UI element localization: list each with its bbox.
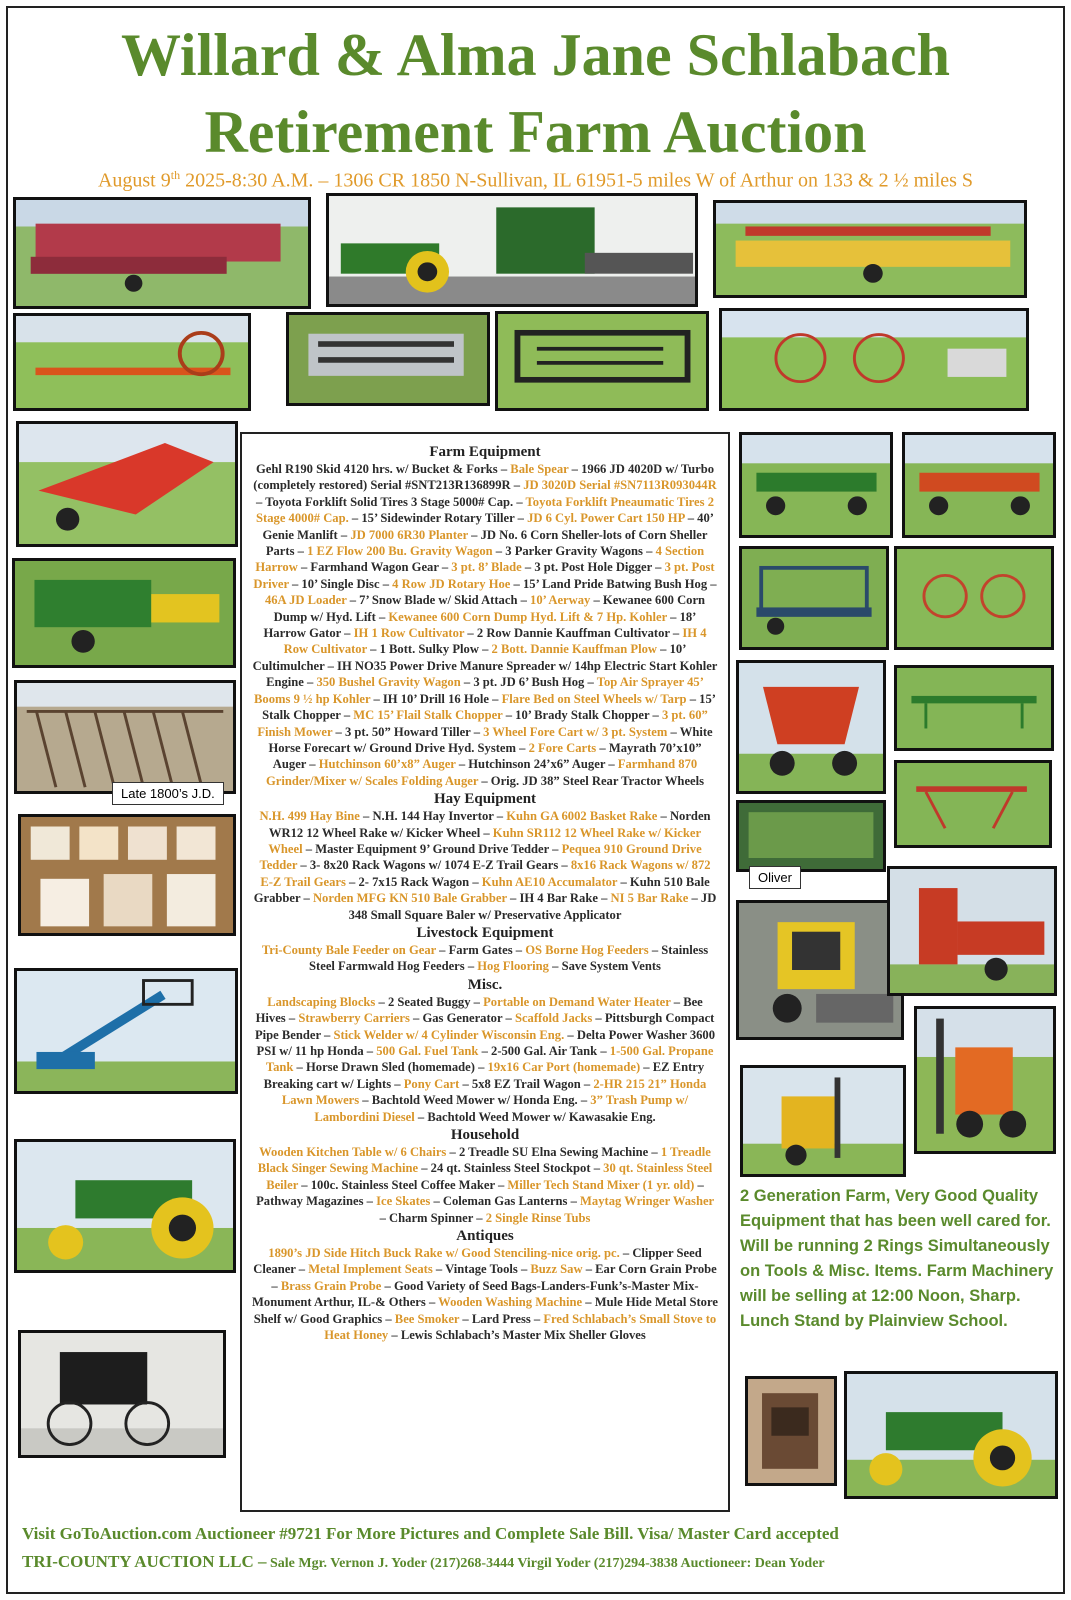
- list-item: Pequea 910 Ground Drive Tedder: [259, 841, 702, 873]
- section-items: Gehl R190 Skid 4120 hrs. w/ Bucket & Forks – Bale Spear – 1966 JD 4020D w/ Turbo (completely restored) Serial #SNT213R136899R – JD 3020D Serial #SN7113R093044R – Toyota Forklift Solid Tires 3 Stage 5000# Cap. – Toyota Forklift Pneaumatic Tires 2 Stage 4000# Cap. – 15’ Sidewinder Rotary Tiller – JD 6 Cyl. Power Cart 150 HP – 40’ Genie Manlift – JD 7000 6R30 Planter – JD No. 6 Corn Sheller-lots of Corn Sheller Parts – 1 EZ Flow 200 Bu. Gravity Wagon – 3 Parker Gravity Wagons – 4 Section Harrow – Farmhand Wagon Gear – 3 pt. 8’ Blade – 3 pt. Post Hole Digger – 3 pt. Post Driver – 10’ Single Disc – 4 Row JD Rotary Hoe – 15’ Land Pride Batwing Bush Hog – 46A JD Loader – 7’ Snow Blade w/ Skid Attach – 10’ Aerway – Kewanee 600 Corn Dump w/ Hyd. Lift – Kewanee 600 Corn Dump Hyd. Lift & 7 Hp. Kohler – 18’ Harrow Gator – IH 1 Row Cultivator – 2 Row Dannie Kauffman Cultivator – IH 4 Row Cultivator – 1 Bott. Sulky Plow – 2 Bott. Dannie Kauffman Plow – 10’ Cultimulcher – IH NO35 Power Drive Manure Spreader w/ 14hp Electric Start Kohler Engine – 350 Bushel Gravity Wagon – 3 pt. JD 6’ Bush Hog – Top Air Sprayer 45’ Booms 9 ½ hp Kohler – IH 10’ Drill 16 Hole – Flare Bed on Steel Wheels w/ Tarp – 15’ Stalk Chopper – MC 15’ Flail Stalk Chopper – 10’ Brady Stalk Chopper – 3 pt. 60” Finish Mower – 3 pt. 50” Howard Tiller – 3 Wheel Fore Cart w/ 3 pt. System – White Horse Forecart w/ Ground Drive Hyd. System – 2 Fore Carts – Mayrath 70’x10” Auger – Hutchinson 60’x8” Auger – Hutchinson 24’x6” Auger – Farmhand 870 Grinder/Mixer w/ Scales Folding Auger – Orig. JD 38” Steel Rear Tractor Wheels: [252, 462, 718, 788]
- photo-green-harrow: [894, 665, 1054, 751]
- list-item: 3 pt. Post Driver: [253, 560, 715, 591]
- list-item: 40’ Genie Manlift: [262, 511, 714, 542]
- list-item: Portable on Demand Water Heater: [483, 994, 671, 1009]
- photo-gravity-wagon: [736, 660, 886, 794]
- list-item: Bale Spear: [510, 462, 569, 476]
- list-item: Mayrath 70’x10” Auger: [272, 740, 702, 772]
- title-line-2: Retirement Farm Auction: [204, 99, 867, 165]
- section-heading: Hay Equipment: [433, 791, 537, 808]
- list-item: Hog Flooring: [477, 959, 549, 974]
- list-item: Top Air Sprayer 45’ Booms 9 ½ hp Kohler: [254, 675, 704, 706]
- list-item: Kuhn AE10 Accumalator: [481, 874, 618, 889]
- list-item: 10’ Single Disc: [301, 576, 380, 591]
- section-items: N.H. 499 Hay Bine – N.H. 144 Hay Invertor – Kuhn GA 6002 Basket Rake – Norden WR12 12 Wheel Rake w/ Kicker Wheel – Kuhn SR112 12 Wheel Rake w/ Kicker Wheel – Master Equipment 9’ Ground Drive Tedder – Pequea 910 Ground Drive Tedder – 3- 8x20 Rack Wagons w/ 1074 E-Z Trail Gears – 8x16 Rack Wagons w/ 872 E-Z Trail Gears – 2- 7x15 Rack Wagon – Kuhn AE10 Accumalator – Kuhn 510 Bale Grabber – Norden MFG KN 510 Bale Grabber – IH 4 Bar Rake – NI 5 Bar Rake – JD 348 Small Square Baler w/ Preservative Applicator: [253, 809, 717, 922]
- photo-bale-grabber-silver: [286, 312, 490, 406]
- list-item: Buzz Saw: [530, 1262, 583, 1277]
- list-item: 2-HR 215 21” Honda Lawn Mowers: [281, 1076, 707, 1108]
- list-item: Stick Welder w/ 4 Cylinder Wisconsin Eng.: [333, 1027, 565, 1042]
- list-item: JD 3020D Serial #SN7113R093044R: [523, 478, 717, 493]
- list-item: Gas Generator: [422, 1011, 503, 1026]
- list-item: Toyota Forklift Solid Tires 3 Stage 5000# Cap.: [265, 494, 514, 509]
- photo-jd-baler: [12, 558, 236, 668]
- photo-bale-grabber-black: [495, 311, 709, 411]
- photo-gehl-skid-loader: [736, 900, 904, 1040]
- list-item: EZ Entry Breaking cart w/ Lights: [263, 1060, 705, 1091]
- caption-late-1800s-jd: Late 1800’s J.D.: [112, 782, 224, 805]
- list-item: Kuhn GA 6002 Basket Rake: [506, 809, 658, 824]
- title-line-1: Willard & Alma Jane Schlabach: [121, 22, 950, 88]
- section-items: Landscaping Blocks – 2 Seated Buggy – Portable on Demand Water Heater – Bee Hives – Strawberry Carriers – Gas Generator – Scaffold Jacks – Pittsburgh Compact Pipe Bender – Stick Welder w/ 4 Cylinder Wisconsin Eng. – Delta Power Washer 3600 PSI w/ 11 hp Honda – 500 Gal. Fuel Tank – 2-500 Gal. Air Tank – 1-500 Gal. Propane Tank – Horse Drawn Sled (homemade) – 19x16 Car Port (homemade) – EZ Entry Breaking cart w/ Lights – Pony Cart – 5x8 EZ Trail Wagon – 2-HR 215 21” Honda Lawn Mowers – Bachtold Weed Mower w/ Honda Eng. – 3” Trash Pump w/ Lambordini Diesel – Bachtold Weed Mower w/ Kawasakie Eng.: [254, 994, 716, 1124]
- list-item: Kuhn 510 Bale Grabber: [253, 874, 710, 906]
- list-item: Landscaping Blocks: [267, 994, 376, 1009]
- photo-orange-forklift: [914, 1006, 1056, 1154]
- company-name: TRI-COUNTY AUCTION LLC –: [22, 1552, 267, 1571]
- photo-tractor-sheller: [326, 193, 698, 307]
- list-item: Stainless Steel Farmwald Hog Feeders: [309, 942, 709, 974]
- list-item: Save System Vents: [561, 959, 661, 974]
- list-item: IH 4 Row Cultivator: [283, 626, 707, 657]
- list-item: 3 pt. 50” Howard Tiller: [344, 724, 471, 739]
- list-item: White Horse Forecart w/ Ground Drive Hyd. System: [268, 724, 713, 755]
- list-item: Fred Schlabach’s Small Stove to Heat Honey: [324, 1311, 717, 1343]
- list-item: 3 pt. JD 6’ Bush Hog: [473, 675, 585, 690]
- list-item: 8x16 Rack Wagons w/ 872 E-Z Trail Gears: [260, 858, 711, 889]
- list-item: IH NO35 Power Drive Manure Spreader w/ 14hp Electric Start Kohler Engine: [266, 658, 718, 690]
- photo-stove: [745, 1376, 837, 1486]
- list-item: Mule Hide Metal Store Shelf w/ Good Graphics: [253, 1295, 718, 1326]
- list-item: Maytag Wringer Washer: [580, 1194, 714, 1209]
- list-item: Good Variety of Seed Bags-Landers-Funk’s-Master Mix-Monument Arthur, IL-& Others: [252, 1278, 699, 1310]
- list-item: 2-500 Gal. Air Tank: [491, 1044, 598, 1058]
- photo-genie-manlift: [14, 968, 238, 1094]
- section-items: 1890’s JD Side Hitch Buck Rake w/ Good Stenciling-nice orig. pc. – Clipper Seed Cleaner – Metal Implement Seats – Vintage Tools – Buzz Saw – Ear Corn Grain Probe – Brass Grain Probe – Good Variety of Seed Bags-Landers-Funk’s-Master Mix-Monument Arthur, IL-& Others – Wooden Washing Machine – Mule Hide Metal Store Shelf w/ Good Graphics – Bee Smoker – Lard Press – Fred Schlabach’s Small Stove to Heat Honey – Lewis Schlabach’s Master Mix Sheller Gloves: [252, 1246, 718, 1343]
- list-item: Vintage Tools: [445, 1262, 518, 1277]
- photo-oliver-seed-box: [736, 800, 886, 872]
- photo-buggy: [18, 1330, 226, 1458]
- list-item: 1 Bott. Sulky Plow: [379, 642, 479, 657]
- list-item: Norden MFG KN 510 Bale Grabber: [312, 891, 507, 906]
- list-item: Delta Power Washer 3600 PSI w/ 11 hp Honda: [256, 1027, 716, 1058]
- photo-seed-bags: [18, 814, 236, 936]
- farm-description: 2 Generation Farm, Very Good Quality Equipment that has been well cared for. Will be running 2 Rings Simultaneously on Tools & Misc. Items. Farm Machinery will be selling at 12:00 Noon, Sharp. Lunch Stand by Plainview School.: [740, 1187, 1054, 1330]
- list-item: 5x8 EZ Trail Wagon: [471, 1076, 581, 1091]
- sale-bill-listing: [240, 432, 730, 1512]
- contacts: Sale Mgr. Vernon J. Yoder (217)268-3444 Virgil Yoder (217)294-3838 Auctioneer: Dean Yoder: [266, 1556, 825, 1571]
- list-item: Scaffold Jacks: [514, 1011, 593, 1026]
- photo-wheel-rake: [894, 546, 1054, 650]
- list-item: 350 Bushel Gravity Wagon: [316, 675, 461, 690]
- list-item: Bee Hives: [255, 994, 703, 1026]
- list-item: 1-500 Gal. Propane Tank: [265, 1044, 714, 1075]
- photo-yellow-forklift: [740, 1065, 906, 1177]
- list-item: 2 Fore Carts: [528, 740, 597, 755]
- list-item: 15’ Stalk Chopper: [262, 691, 716, 723]
- photo-kuhn-tedder: [719, 308, 1029, 411]
- list-item: 15’ Land Pride Batwing Bush Hog: [522, 576, 708, 591]
- list-item: 500 Gal. Fuel Tank: [376, 1044, 479, 1058]
- photo-red-spreader: [16, 421, 238, 547]
- list-item: 1890’s JD Side Hitch Buck Rake w/ Good Stenciling-nice orig. pc.: [268, 1246, 620, 1261]
- section-heading: Antiques: [456, 1228, 514, 1245]
- list-item: 2 Seated Buggy: [387, 994, 471, 1009]
- list-item: Farm Gates: [448, 942, 513, 957]
- section-heading: Farm Equipment: [429, 444, 541, 460]
- photo-orange-hay-wagon: [902, 432, 1056, 538]
- list-item: IH 10’ Drill 16 Hole: [382, 691, 490, 706]
- list-item: 10’ Aerway: [530, 593, 591, 608]
- list-item: JD No. 6 Corn Sheller-lots of Corn Sheller Parts: [265, 527, 708, 559]
- list-item: IH 4 Bar Rake: [519, 891, 598, 906]
- photo-jd-tractor-bottom: [844, 1371, 1058, 1499]
- list-item: Kewanee 600 Corn Dump Hyd. Lift & 7 Hp. Kohler: [388, 609, 667, 624]
- list-item: Wooden Washing Machine: [438, 1295, 583, 1310]
- list-item: Orig. JD 38” Steel Rear Tractor Wheels: [490, 773, 705, 788]
- list-item: MC 15’ Flail Stalk Chopper: [353, 708, 503, 723]
- list-item: 15’ Sidewinder Rotary Tiller: [361, 511, 515, 526]
- list-item: Bachtold Weed Mower w/ Kawasakie Eng.: [427, 1109, 656, 1124]
- list-item: 4 Row JD Rotary Hoe: [392, 576, 511, 591]
- list-item: NI 5 Bar Rake: [610, 891, 689, 906]
- list-item: Ear Corn Grain Probe: [595, 1262, 717, 1277]
- section-items: Tri-County Bale Feeder on Gear – Farm Gates – OS Borne Hog Feeders – Stainless Steel Farmwald Hog Feeders – Hog Flooring – Save System Vents: [261, 942, 709, 974]
- footer-website-line: Visit GoToAuction.com Auctioneer #9721 For More Pictures and Complete Sale Bill. Visa/ Master Card accepted: [22, 1524, 839, 1543]
- photo-grinder-mixer: [887, 866, 1057, 996]
- footer-contacts-line: [22, 1552, 1062, 1572]
- list-item: 10’ Cultimulcher: [252, 642, 687, 673]
- list-item: 3 pt. Post Hole Digger: [534, 560, 652, 575]
- photo-bale-feeder-wagon: [739, 546, 889, 650]
- list-item: IH 1 Row Cultivator: [353, 626, 465, 641]
- list-item: 46A JD Loader: [264, 593, 347, 608]
- list-item: 2 Single Rinse Tubs: [485, 1210, 591, 1225]
- list-item: 1 Treadle Black Singer Sewing Machine: [257, 1145, 711, 1176]
- section-heading: Misc.: [467, 976, 503, 993]
- list-item: 24 qt. Stainless Steel Stockpot: [430, 1161, 591, 1176]
- list-item: Metal Implement Seats: [308, 1262, 433, 1277]
- list-item: 1966 JD 4020D w/ Turbo (completely restored) Serial #SNT213R136899R: [253, 462, 715, 493]
- list-item: Charm Spinner: [389, 1210, 474, 1225]
- list-item: Bee Smoker: [394, 1311, 460, 1326]
- list-item: 2 Bott. Dannie Kauffman Plow: [491, 642, 658, 657]
- list-item: Hutchinson 60’x8” Auger: [318, 757, 456, 772]
- section-items: Wooden Kitchen Table w/ 6 Chairs – 2 Treadle SU Elna Sewing Machine – 1 Treadle Black Singer Sewing Machine – 24 qt. Stainless Steel Stockpot – 30 qt. Stainless Steel Beiler – 100c. Stainless Steel Coffee Maker – Miller Tech Stand Mixer (1 yr. old) – Pathway Magazines – Ice Skates – Coleman Gas Lanterns – Maytag Wringer Washer – Charm Spinner – 2 Single Rinse Tubs: [256, 1145, 714, 1225]
- list-item: 2- 7x15 Rack Wagon: [358, 874, 470, 889]
- list-item: Farmhand Wagon Gear: [310, 560, 439, 575]
- list-item: Hutchinson 24’x6” Auger: [468, 757, 606, 772]
- list-item: JD 348 Small Square Baler w/ Preservative Applicator: [348, 891, 717, 922]
- list-item: Coleman Gas Lanterns: [442, 1194, 568, 1209]
- list-item: 7’ Snow Blade w/ Skid Attach: [359, 593, 518, 608]
- list-item: Pittsburgh Compact Pipe Bender: [254, 1011, 715, 1042]
- list-item: 3 pt. 60” Finish Mower: [257, 708, 708, 739]
- photo-orange-rake: [13, 313, 251, 411]
- list-item: Gehl R190 Skid 4120 hrs. w/ Bucket & Forks: [255, 462, 498, 476]
- photo-hay-rake-yellow: [713, 200, 1027, 298]
- list-item: Miller Tech Stand Mixer (1 yr. old): [507, 1177, 695, 1192]
- caption-oliver: Oliver: [749, 866, 801, 889]
- list-item: JD 6 Cyl. Power Cart 150 HP: [527, 511, 685, 526]
- list-item: Master Equipment 9’ Ground Drive Tedder: [315, 841, 550, 856]
- list-item: Brass Grain Probe: [280, 1278, 382, 1293]
- list-item: 2 Treadle SU Elna Sewing Machine: [458, 1145, 649, 1160]
- list-item: 3 Parker Gravity Wagons: [505, 544, 643, 559]
- list-item: 2 Row Dannie Kauffman Cultivator: [476, 626, 670, 641]
- list-item: Farmhand 870 Grinder/Mixer w/ Scales Folding Auger: [265, 757, 698, 788]
- list-item: Pony Cart: [403, 1076, 460, 1091]
- list-item: Horse Drawn Sled (homemade): [305, 1060, 475, 1075]
- list-item: Lewis Schlabach’s Master Mix Sheller Gloves: [400, 1328, 646, 1343]
- list-item: 3” Trash Pump w/ Lambordini Diesel: [314, 1093, 689, 1124]
- list-item: 10’ Brady Stalk Chopper: [515, 708, 650, 723]
- list-item: Strawberry Carriers: [298, 1011, 410, 1026]
- list-item: Ice Skates: [376, 1194, 431, 1209]
- list-item: Kewanee 600 Corn Dump w/ Hyd. Lift: [273, 593, 706, 624]
- list-item: Wooden Kitchen Table w/ 6 Chairs: [259, 1145, 447, 1160]
- list-item: Tri-County Bale Feeder on Gear: [261, 942, 437, 957]
- list-item: 30 qt. Stainless Steel Beiler: [266, 1161, 713, 1192]
- list-item: Bachtold Weed Mower w/ Honda Eng.: [371, 1093, 578, 1108]
- list-item: N.H. 499 Hay Bine: [259, 809, 360, 824]
- list-item: 18’ Harrow Gator: [263, 609, 697, 641]
- photo-late-1800s-jd: [14, 680, 236, 794]
- list-item: 3 pt. 8’ Blade: [451, 560, 522, 575]
- list-item: Lard Press: [471, 1311, 531, 1326]
- photo-red-bar-rake: [894, 760, 1052, 848]
- photo-red-mower: [13, 197, 311, 309]
- list-item: Toyota Forklift Pneaumatic Tires 2 Stage 4000# Cap.: [256, 494, 714, 526]
- list-item: Flare Bed on Steel Wheels w/ Tarp: [501, 691, 687, 706]
- list-item: 1 EZ Flow 200 Bu. Gravity Wagon: [307, 544, 493, 559]
- section-heading: Household: [450, 1127, 520, 1144]
- list-item: JD 7000 6R30 Planter: [350, 527, 468, 542]
- list-item: OS Borne Hog Feeders: [525, 942, 649, 957]
- list-item: Pathway Magazines: [256, 1194, 364, 1209]
- list-item: N.H. 144 Hay Invertor: [372, 809, 494, 824]
- photo-jd-4020-tractor: [14, 1139, 236, 1273]
- photo-green-hay-wagon: [739, 432, 893, 538]
- list-item: 19x16 Car Port (homemade): [487, 1060, 641, 1075]
- list-item: Clipper Seed Cleaner: [253, 1246, 702, 1277]
- list-item: 100c. Stainless Steel Coffee Maker: [310, 1177, 495, 1192]
- list-item: 4 Section Harrow: [255, 544, 705, 575]
- section-heading: Livestock Equipment: [416, 924, 554, 941]
- list-item: 3- 8x20 Rack Wagons w/ 1074 E-Z Trail Gears: [309, 858, 559, 873]
- list-item: Kuhn SR112 12 Wheel Rake w/ Kicker Wheel: [268, 825, 702, 856]
- list-item: Norden WR12 12 Wheel Rake w/ Kicker Wheel: [268, 809, 711, 840]
- list-item: 3 Wheel Fore Cart w/ 3 pt. System: [483, 724, 668, 739]
- date-location-line: August 9th 2025-8:30 A.M. – 1306 CR 1850 N-Sullivan, IL 61951-5 miles W of Arthur on 133 & 2 ½ miles S: [97, 168, 974, 192]
